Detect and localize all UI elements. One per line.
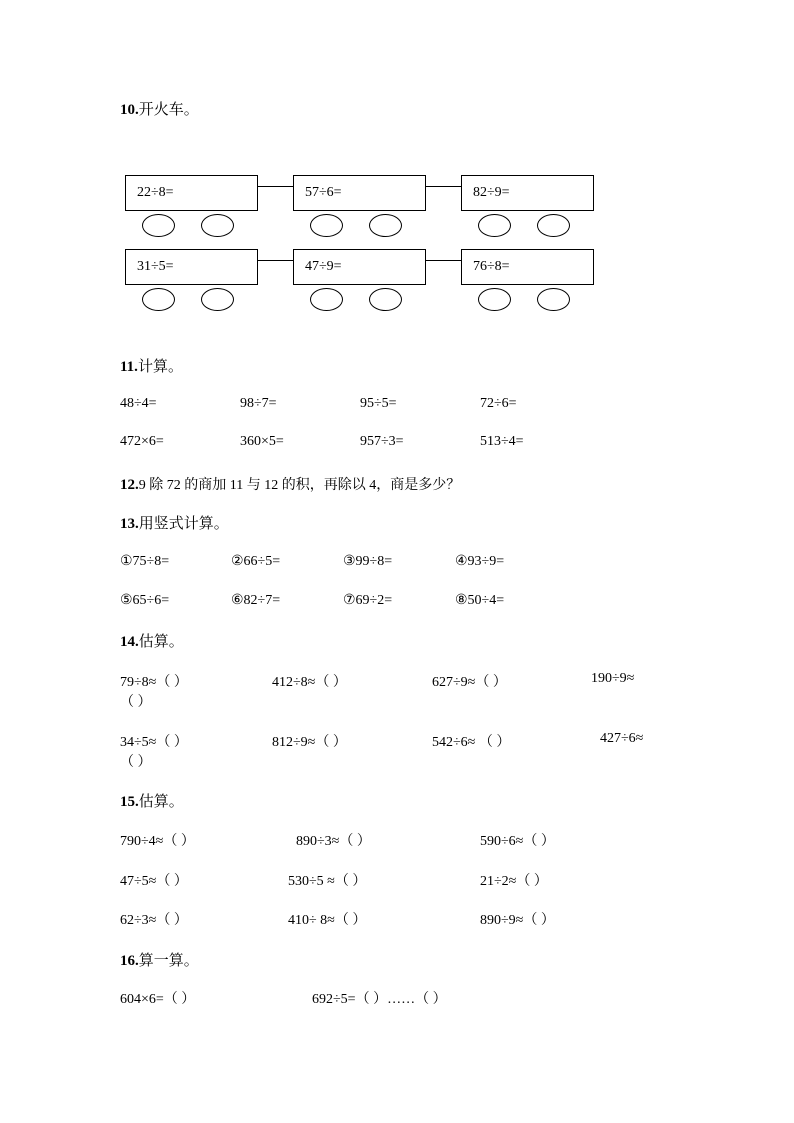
vertical-calc-item: ⑤65÷6= — [120, 593, 170, 608]
q12-heading — [120, 474, 460, 494]
estimate-item: 790÷4≈（ ） — [120, 834, 195, 849]
vertical-calc-item: ②66÷5= — [231, 554, 281, 569]
estimate-item: 590÷6≈（ ） — [480, 834, 555, 849]
vertical-calc-item: ⑥82÷7= — [231, 593, 281, 608]
estimate-item: 79÷8≈（ ） — [120, 675, 188, 690]
q16-heading — [120, 949, 199, 970]
q16-number: 16. — [120, 953, 139, 969]
vertical-calc-item: ⑧50÷4= — [455, 593, 505, 608]
q11-title: 计算。 — [137, 359, 183, 375]
compute-item: 692÷5=（ ）……（ ） — [312, 992, 447, 1007]
car-expression: 47÷9= — [305, 259, 342, 274]
wheel-answer-circle[interactable] — [142, 288, 175, 311]
estimate-answer: （ ） — [120, 755, 152, 770]
estimate-item: 427÷6≈ — [600, 731, 644, 746]
q13-number: 13. — [120, 516, 139, 532]
car-expression: 31÷5= — [137, 259, 174, 274]
q14-number: 14. — [120, 634, 139, 650]
train-car — [461, 175, 594, 211]
estimate-item: 47÷5≈（ ） — [120, 874, 188, 889]
q13-heading — [120, 512, 229, 533]
vertical-calc-item: ①75÷8= — [120, 554, 170, 569]
wheel-answer-circle[interactable] — [310, 214, 343, 237]
q15-title: 估算。 — [138, 794, 184, 810]
estimate-item: 542÷6≈ （ ） — [432, 735, 511, 750]
wheel-answer-circle[interactable] — [369, 288, 402, 311]
q15-number: 15. — [120, 794, 139, 810]
car-expression: 22÷8= — [137, 185, 174, 200]
car-expression: 57÷6= — [305, 185, 342, 200]
compute-item: 604×6=（ ） — [120, 992, 196, 1007]
calc-item: 95÷5= — [360, 396, 397, 411]
vertical-calc-item: ④93÷9= — [455, 554, 505, 569]
estimate-item: 34÷5≈（ ） — [120, 735, 188, 750]
wheel-answer-circle[interactable] — [310, 288, 343, 311]
calc-item: 48÷4= — [120, 396, 157, 411]
calc-item: 72÷6= — [480, 396, 517, 411]
train-car — [293, 175, 426, 211]
q15-heading — [120, 790, 184, 811]
estimate-item: 627÷9≈（ ） — [432, 675, 507, 690]
estimate-item: 812÷9≈（ ） — [272, 735, 347, 750]
train-car — [461, 249, 594, 285]
car-coupler — [258, 260, 293, 261]
car-coupler — [426, 186, 461, 187]
wheel-answer-circle[interactable] — [369, 214, 402, 237]
q10-number: 10. — [120, 102, 139, 118]
calc-item: 957÷3= — [360, 434, 404, 449]
q10-heading — [120, 98, 199, 119]
car-coupler — [258, 186, 293, 187]
estimate-item: 890÷9≈（ ） — [480, 913, 555, 928]
calc-item: 513÷4= — [480, 434, 524, 449]
vertical-calc-item: ③99÷8= — [343, 554, 393, 569]
q12-number: 12. — [120, 477, 139, 493]
q12-text: 9 除 72 的商加 11 与 12 的积，再除以 4，商是多少？ — [138, 478, 461, 493]
train-car — [293, 249, 426, 285]
wheel-answer-circle[interactable] — [537, 214, 570, 237]
vertical-calc-item: ⑦69÷2= — [343, 593, 393, 608]
car-coupler — [426, 260, 461, 261]
wheel-answer-circle[interactable] — [478, 288, 511, 311]
q10-title: 开火车。 — [138, 102, 199, 118]
calc-item: 98÷7= — [240, 396, 277, 411]
estimate-item: 530÷5 ≈（ ） — [288, 874, 367, 889]
estimate-item: 410÷ 8≈（ ） — [288, 913, 367, 928]
wheel-answer-circle[interactable] — [201, 288, 234, 311]
q14-heading — [120, 630, 184, 651]
estimate-item: 21÷2≈（ ） — [480, 874, 548, 889]
train-car — [125, 249, 258, 285]
estimate-item: 62÷3≈（ ） — [120, 913, 188, 928]
estimate-item: 890÷3≈（ ） — [296, 834, 371, 849]
car-expression: 76÷8= — [473, 259, 510, 274]
wheel-answer-circle[interactable] — [142, 214, 175, 237]
q13-title: 用竖式计算。 — [138, 516, 229, 532]
wheel-answer-circle[interactable] — [478, 214, 511, 237]
q11-heading — [120, 355, 183, 376]
car-expression: 82÷9= — [473, 185, 510, 200]
q14-title: 估算。 — [138, 634, 184, 650]
calc-item: 472×6= — [120, 434, 164, 449]
estimate-item: 412÷8≈（ ） — [272, 675, 347, 690]
train-car — [125, 175, 258, 211]
wheel-answer-circle[interactable] — [537, 288, 570, 311]
calc-item: 360×5= — [240, 434, 284, 449]
estimate-answer: （ ） — [120, 695, 152, 710]
q16-title: 算一算。 — [138, 953, 199, 969]
estimate-item: 190÷9≈ — [591, 671, 635, 686]
q11-number: 11. — [120, 359, 138, 375]
wheel-answer-circle[interactable] — [201, 214, 234, 237]
